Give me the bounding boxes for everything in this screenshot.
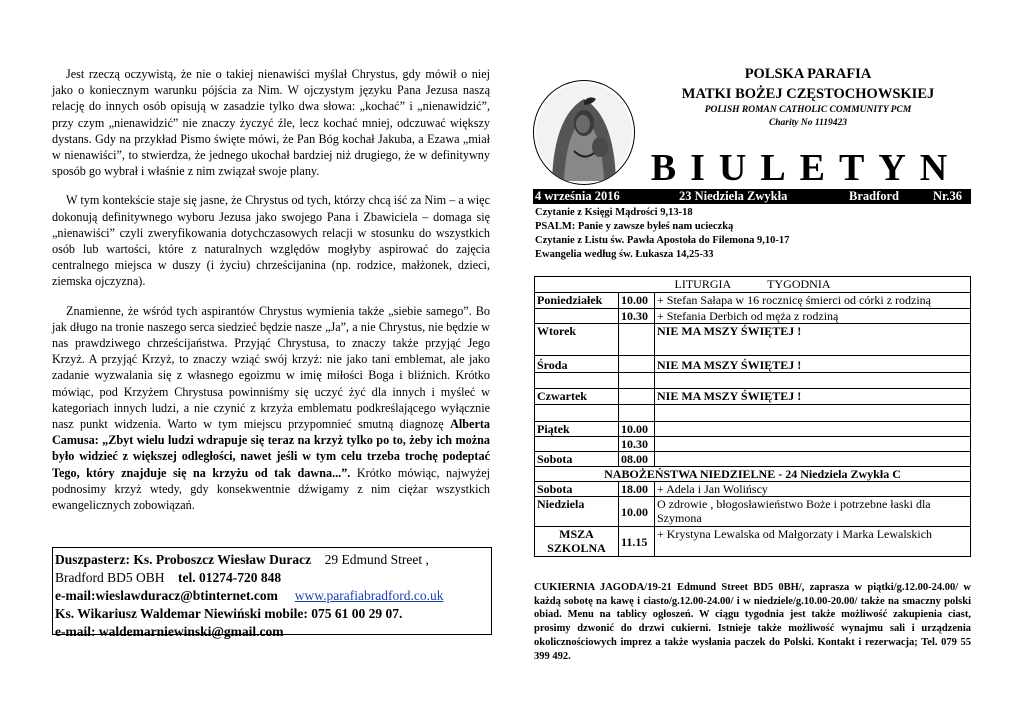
empty-cell (619, 389, 655, 405)
article-paragraph-2: W tym kontekście staje się jasne, że Chrystus od tych, którzy chcą iść za Nim – a więc dokonują definitywnego wyboru Jezusa jako swojego Pana i Zbawiciela – domaga się „nienawiści” czyli zweryfikowania dotychczasowych relacji w stosunku do wszystkich osób lub wartości, które z naturalnych względów mogłyby aspirować do zajęcia centralnego miejsca w duszy (i życiu) chrześcijanina (np. rodzice, małżonek, dzieci, ziemska ojczyzna). (52, 193, 490, 289)
reading-1: Czytanie z Księgi Mądrości 9,13-18 (535, 207, 693, 218)
psalm: PSALM: Panie y zawsze byłeś nam ucieczką (535, 221, 734, 232)
empty-cell (655, 373, 971, 389)
day-wednesday: Środa (535, 356, 619, 373)
table-row (535, 389, 971, 405)
empty-cell (535, 437, 619, 452)
sunday-name: 23 Niedziela Zwykła (679, 189, 788, 203)
article-paragraph-1: Jest rzeczą oczywistą, że nie o takiej nienawiści myślał Chrystus, gdy mówił o niej jako o koniecznym warunku pójścia za Nim. W ojczystym języku Pana Jezusa naszą relację do innych osób opisują w zasadzie tylko dwa słowa: „kochać” i „nienawidzić”, przy czym „nienawidzić” nie znaczy życzyć źle, lecz kochać mniej, odczuwać większy dystans. Gdy na przykład Pismo święte mówi, że Pan Bóg kochał Jakuba, a Ezawa „miał w nienawiści”, to stwierdza, że jednego ukochał bardziej niż drugiego, że w definitywny sposób go wybrał i właśnie z nim związał swoje plany. (52, 67, 490, 179)
empty-cell (655, 422, 971, 437)
sunday-services-header: NABOŻEŃSTWA NIEDZIELNE - 24 Niedziela Zwykła C (535, 467, 971, 482)
empty-cell (619, 356, 655, 373)
time-cell: 10.00 (619, 293, 655, 309)
time-cell: 10.30 (619, 309, 655, 324)
pastor-address: 29 Edmund Street , (324, 552, 429, 567)
pastor-name: Duszpasterz: Ks. Proboszcz Wiesław Duracz (55, 552, 312, 567)
place: Bradford (849, 189, 899, 203)
table-row (535, 437, 971, 452)
table-row (535, 482, 971, 497)
empty-cell (535, 373, 619, 389)
bulletin-title: BIULETYN (650, 147, 962, 189)
table-row (535, 405, 971, 422)
table-row (535, 452, 971, 467)
website-link[interactable]: www.parafiabradford.co.uk (294, 588, 444, 603)
intention-cell: NIE MA MSZY ŚWIĘTEJ ! (655, 356, 971, 373)
table-row (535, 373, 971, 389)
intention-cell: + Stefan Sałapa w 16 rocznicę śmierci od córki z rodziną (655, 293, 971, 309)
madonna-icon (533, 80, 635, 185)
charity-number: Charity No 1119423 (768, 118, 848, 128)
table-row (535, 356, 971, 373)
table-row (535, 309, 971, 324)
gospel: Ewangelia według św. Łukasza 14,25-33 (535, 249, 714, 260)
time-cell: 08.00 (619, 452, 655, 467)
time-cell: 18.00 (619, 482, 655, 497)
table-row (535, 293, 971, 309)
empty-cell (655, 452, 971, 467)
intention-cell: + Adela i Jan Wolińscy (655, 482, 971, 497)
vicar-email[interactable]: e-mail: waldemarniewinski@gmail.com (55, 624, 284, 639)
table-row (535, 422, 971, 437)
phone: tel. 01274-720 848 (178, 570, 282, 585)
empty-cell (535, 405, 619, 422)
day-friday: Piątek (535, 422, 619, 437)
time-cell: 10.30 (619, 437, 655, 452)
liturgy-header-2: TYGODNIA (767, 277, 831, 291)
table-row (535, 467, 971, 482)
intention-cell: NIE MA MSZY ŚWIĘTEJ ! (655, 389, 971, 405)
reading-2: Czytanie z Listu św. Pawła Apostoła do Filemona 9,10-17 (535, 235, 790, 246)
liturgy-table (534, 276, 971, 557)
empty-cell (655, 405, 971, 422)
cafe-announcement: CUKIERNIA JAGODA/19-21 Edmund Street BD5 0BH/, zaprasza w piątki/g.12.00-24.00/ w każdą sobotę na kawę i ciasto/g.12.00-24.00/ i w niedziele/g.10.00-20.00/ także na smaczny polski obiad. Menu na tablicy ogłoszeń. W ciągu tygodnia jest także możliwość zakupienia ciast, prosimy dzwonić do drzwi cukierni. Istnieje także możliwość wynajmu sali i urządzenia okolicznościowych imprez a także wysłania paczek do Polski. Kontakt i rezerwacja; Tel. 079 55 399 492. (534, 582, 971, 662)
empty-cell (655, 437, 971, 452)
article (52, 66, 490, 513)
liturgy-header-1: LITURGIA (674, 277, 732, 291)
time-cell: 10.00 (619, 497, 655, 527)
date-bar (533, 189, 971, 204)
postcode: Bradford BD5 OBH (55, 570, 165, 585)
day-saturday-vigil: Sobota (535, 482, 619, 497)
date: 4 września 2016 (535, 189, 620, 203)
empty-cell (619, 405, 655, 422)
parish-dedication: MATKI BOŻEJ CZĘSTOCHOWSKIEJ (681, 86, 935, 102)
pastor-email[interactable]: e-mail:wieslawduracz@btinternet.com (55, 588, 278, 603)
table-row (535, 324, 971, 356)
article-paragraph-3-start: Znamienne, że wśród tych aspirantów Chrystus wymienia także „siebie samego”. Bo jak długo na tronie naszego serca siedzieć będzie nasze „Ja”, a nie Chrystus, nie będzie w nas prawdziwego chrześcijaństwa. Przyjąć Chrystusa, to znaczy także przyjąć Jego Krzyż. A przyjąć Krzyż, to znaczy wziąć swój krzyż: nie jako tani emblemat, ale jako zadanie wyzwalania się z własnego egoizmu w imię miłości Boga i bliźnich. Krótko mówiąc, pod Krzyżem Chrystusa powinniśmy się uczyć żyć dla innych i myśleć w kategoriach innych ludzi, a nie czynić z krzyża emblematu podkreślającego wyłącznie nasz punkt widzenia. Warto w tym miejscu przypomnieć smutną diagnozę (52, 303, 490, 432)
intention-cell: + Krystyna Lewalska od Małgorzaty i Marka Lewalskich (655, 527, 971, 557)
day-sunday: Niedziela (535, 497, 619, 527)
day-thursday: Czwartek (535, 389, 619, 405)
parish-name: POLSKA PARAFIA (744, 66, 872, 82)
time-cell: 10.00 (619, 422, 655, 437)
article-paragraph-3-end: Krótko mówiąc, najwyżej podnosimy krzyż wtedy, gdy konsekwentnie dźwigamy z nim ciężar wszystkich ewangelicznych zobowiązań. (52, 465, 490, 513)
empty-cell (619, 373, 655, 389)
article-paragraph-3 (52, 303, 490, 514)
empty-cell (535, 309, 619, 324)
community-name: POLISH ROMAN CATHOLIC COMMUNITY PCM (704, 105, 912, 115)
intention-cell: O zdrowie , błogosławieństwo Boże i potrzebne łaski dla Szymona (655, 497, 971, 527)
day-saturday: Sobota (535, 452, 619, 467)
day-tuesday: Wtorek (535, 324, 619, 356)
table-row (535, 497, 971, 527)
contact-box (52, 547, 492, 639)
intention-cell: + Stefania Derbich od męża z rodziną (655, 309, 971, 324)
camus-quote: Alberta Camusa: „Zbyt wielu ludzi wdrapuje się teraz na krzyż tylko po to, żeby ich można było widzieć z większej odległości, nawet jeśli w tym celu trzeba trochę podeptać Tego, który znajduje się na krzyżu od tak dawna...”. (52, 417, 490, 480)
empty-cell (619, 324, 655, 356)
day-monday: Poniedziałek (535, 293, 619, 309)
intention-cell: NIE MA MSZY ŚWIĘTEJ ! (655, 324, 971, 356)
school-mass: MSZA SZKOLNA (535, 527, 619, 557)
vicar-line: Ks. Wikariusz Waldemar Niewiński mobile: 075 61 00 29 07. (55, 606, 403, 621)
time-cell: 11.15 (619, 527, 655, 557)
liturgy-header (535, 277, 971, 293)
table-row (535, 527, 971, 557)
issue-number: Nr.36 (933, 189, 963, 203)
